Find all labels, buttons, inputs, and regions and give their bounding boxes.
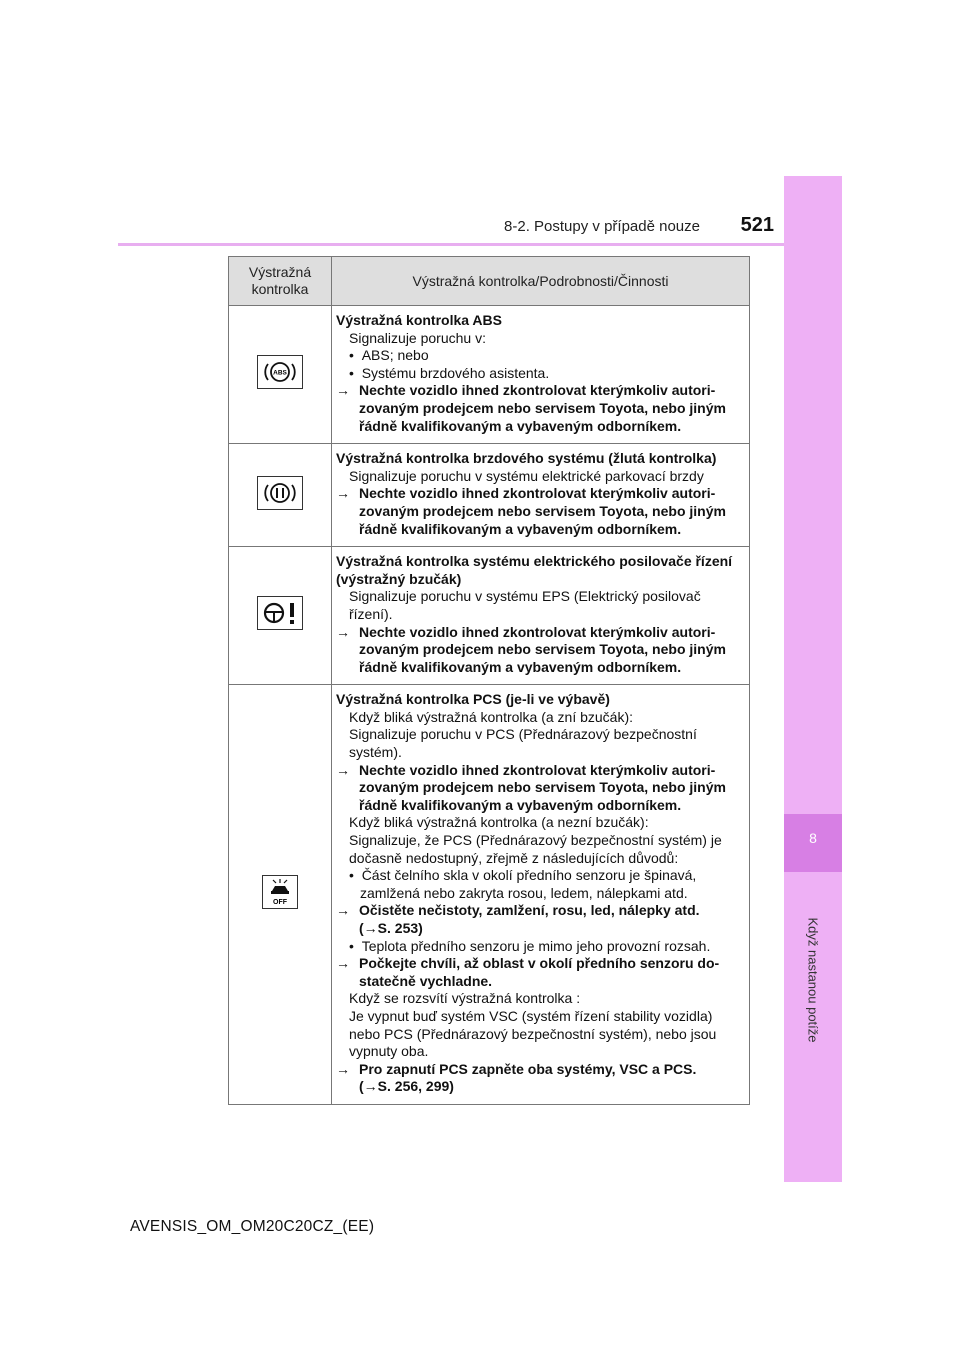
arrow-icon: → xyxy=(336,623,350,640)
brake-system-warning-icon xyxy=(257,476,303,510)
table-header-row xyxy=(229,257,750,306)
row-heading: Výstražná kontrolka brzdového systému (žlutá kontrolka) xyxy=(336,450,717,467)
row-heading: Výstražná kontrolka systému elektrického posilovače řízení (výstražný bzučák) xyxy=(336,553,733,587)
power-steering-warning-icon xyxy=(257,596,303,630)
action-text: → Nechte vozidlo ihned zkontrolovat kterýmkoliv autorizovaným prodejcem nebo servisem Toyota, nebo jiným řádně kvalifikovaným a vybaveným odborníkem. xyxy=(336,485,726,537)
page-reference: (→S. 253) xyxy=(359,920,423,936)
action-text: → Nechte vozidlo ihned zkontrolovat kterýmkoliv autorizovaným prodejcem nebo servisem Toyota, nebo jiným řádně kvalifikovaným a vybaveným odborníkem. xyxy=(336,761,726,813)
action-text: → Očistěte nečistoty, zamlžení, rosu, led, nálepky atd. (→S. 253) xyxy=(336,902,700,936)
table-row xyxy=(229,444,750,547)
table-row xyxy=(229,547,750,685)
column-header-light: Výstražná kontrolka xyxy=(229,257,332,306)
description-text: Signalizuje poruchu v PCS (Přednárazový bezpečnostní systém). xyxy=(349,726,697,761)
action-text: → Nechte vozidlo ihned zkontrolovat kterýmkoliv autorizovaným prodejcem nebo servisem Toyota, nebo jiným řádně kvalifikovaným a vybaveným odborníkem. xyxy=(336,623,726,675)
icon-cell xyxy=(229,685,332,1105)
warning-light-table xyxy=(228,256,750,1105)
section-title: 8-2. Postupy v případě nouze xyxy=(504,218,700,235)
icon-cell xyxy=(229,444,332,547)
description-text: Signalizuje poruchu v systému EPS (Elektrický posilovač řízení). xyxy=(349,588,701,622)
action-text: → Pro zapnutí PCS zapněte oba systémy, VSC a PCS. (→S. 256, 299) xyxy=(336,1060,697,1095)
bullet-item: • ABS; nebo xyxy=(349,347,429,364)
arrow-icon: → xyxy=(336,485,350,502)
abs-icon-text: ABS xyxy=(273,369,287,377)
description-text: Je vypnut buď systém VSC (systém řízení stability vozidla) nebo PCS (Přednárazový bezpečnostní systém), nebo jsou vypnuty oba. xyxy=(349,1007,717,1060)
description-text: Když se rozsvítí výstražná kontrolka : xyxy=(349,990,581,1007)
action-text: → Nechte vozidlo ihned zkontrolovat kterýmkoliv autorizovaným prodejcem nebo servisem Toyota, nebo jiným řádně kvalifikovaným a vybaveným odborníkem. xyxy=(336,382,726,434)
arrow-icon: → xyxy=(336,902,350,919)
description-text: Signalizuje poruchu v: xyxy=(349,329,486,346)
pcs-icon-text: OFF xyxy=(273,899,287,907)
icon-cell xyxy=(229,306,332,444)
description-text: Signalizuje, že PCS (Přednárazový bezpečnostní systém) je dočasně nedostupný, zřejmě z následujících důvodů: xyxy=(349,832,722,866)
pcs-off-warning-icon xyxy=(262,875,298,909)
action-text: → Počkejte chvíli, až oblast v okolí předního senzoru dostatečně vychladne. xyxy=(336,955,720,989)
description-text: Když bliká výstražná kontrolka (a nezní bzučák): xyxy=(349,814,649,831)
page-number: 521 xyxy=(740,214,774,236)
arrow-icon: → xyxy=(336,382,350,399)
table-row xyxy=(229,306,750,444)
abs-warning-icon xyxy=(257,355,303,389)
description-cell xyxy=(332,306,750,444)
row-heading: Výstražná kontrolka ABS xyxy=(336,312,502,328)
column-header-details: Výstražná kontrolka/Podrobnosti/Činnosti xyxy=(332,257,750,306)
bullet-item: • Teplota předního senzoru je mimo jeho provozní rozsah. xyxy=(349,937,711,954)
chapter-number: 8 xyxy=(809,830,817,846)
arrow-icon: → xyxy=(336,955,350,972)
bullet-item: • Část čelního skla v okolí předního senzoru je špinavá, zamlžená nebo zakryta rosou, ledem, nálepkami atd. xyxy=(349,867,697,901)
description-text: Když bliká výstražná kontrolka (a zní bzučák): xyxy=(349,708,634,725)
description-cell xyxy=(332,444,750,547)
page-reference: (→S. 256, 299) xyxy=(359,1078,454,1095)
bullet-item: • Systému brzdového asistenta. xyxy=(349,364,550,381)
row-heading: Výstražná kontrolka PCS (je-li ve výbavě) xyxy=(336,691,610,708)
arrow-icon: → xyxy=(336,1060,350,1077)
description-text: Signalizuje poruchu v systému elektrické parkovací brzdy xyxy=(349,467,704,484)
arrow-icon: → xyxy=(336,761,350,778)
icon-cell xyxy=(229,547,332,685)
chapter-label: Když nastanou potíže xyxy=(805,917,821,1043)
description-cell xyxy=(332,547,750,685)
header-divider xyxy=(118,243,784,246)
document-code: AVENSIS_OM_OM20C20CZ_(EE) xyxy=(130,1218,375,1235)
table-row xyxy=(229,685,750,1105)
description-cell xyxy=(332,685,750,1105)
